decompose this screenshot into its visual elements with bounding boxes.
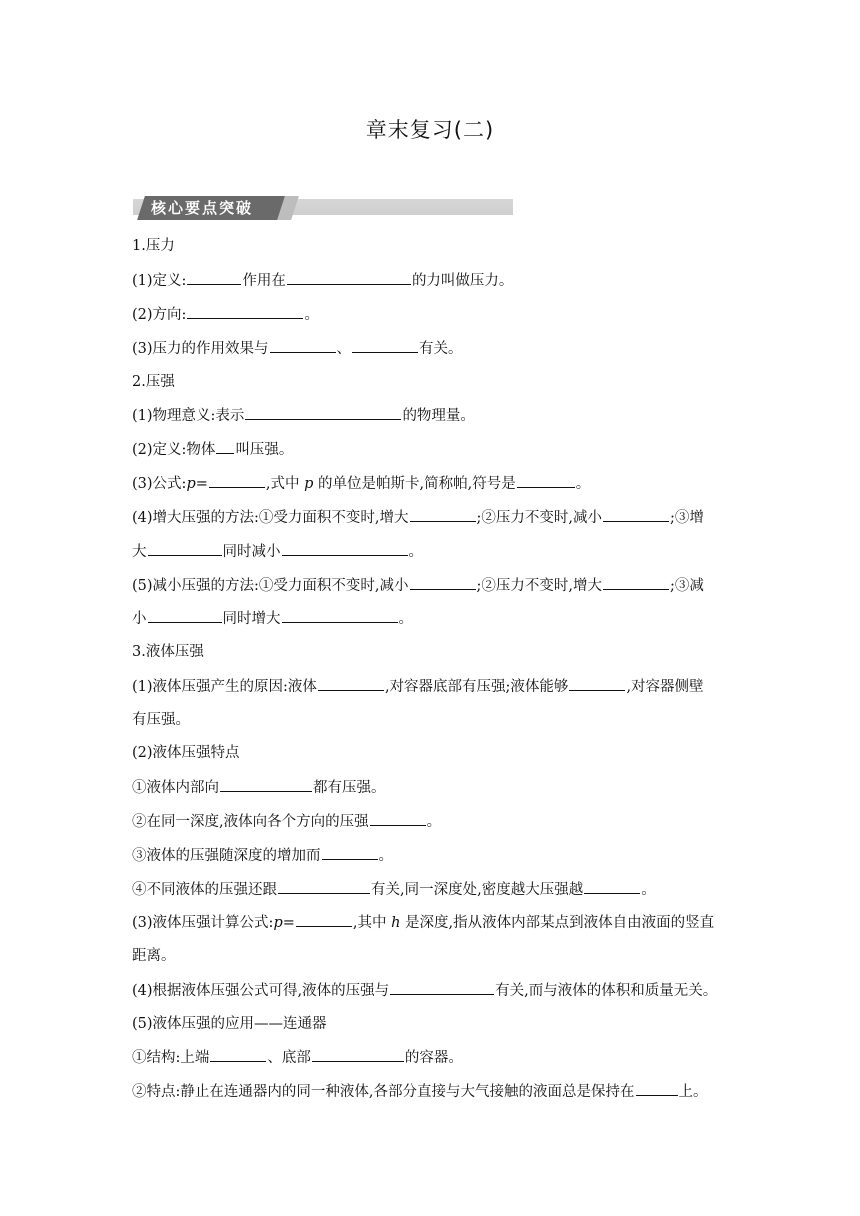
- answer-blank[interactable]: [287, 270, 411, 285]
- line-text: 有关,而与液体的体积和质量无关。: [495, 983, 718, 999]
- line-text: 作用在: [242, 273, 286, 289]
- line-text: ;③增: [670, 510, 704, 526]
- line-text: 都有压强。: [313, 780, 386, 796]
- line-text: 大: [132, 544, 147, 560]
- decrease-pressure-methods-cont: [132, 608, 732, 629]
- line-text: 有压强。: [132, 712, 190, 728]
- answer-blank[interactable]: [245, 405, 401, 420]
- liquid-pressure-dependence: [132, 980, 732, 1001]
- answer-blank[interactable]: [569, 676, 625, 691]
- heading-pressure-intensity: [132, 372, 732, 392]
- pressure-formula: [132, 473, 732, 494]
- pressure-intensity-definition: [132, 439, 732, 460]
- answer-blank[interactable]: [352, 338, 418, 353]
- connected-vessel-heading: [132, 1014, 732, 1034]
- line-text: 。: [398, 611, 413, 627]
- line-text: ,对容器底部有压强;液体能够: [384, 679, 569, 695]
- line-text: (4)根据液体压强公式可得,液体的压强与: [132, 983, 390, 999]
- section-banner-label: 核心要点突破: [151, 199, 254, 217]
- line-text: ,对容器侧壁: [626, 679, 704, 695]
- line-text: ;②压力不变时,减小: [476, 510, 603, 526]
- feature-1: [132, 777, 732, 798]
- answer-blank[interactable]: [216, 439, 234, 454]
- line-text: (3)液体压强计算公式:: [132, 915, 274, 931]
- variable-p: p: [273, 915, 283, 931]
- line-text: ;②压力不变时,增大: [476, 578, 603, 594]
- line-text: =: [195, 476, 208, 492]
- line-text: (1)物理意义:表示: [132, 408, 245, 424]
- variable-p: p: [186, 476, 196, 492]
- answer-blank[interactable]: [282, 541, 408, 556]
- line-text: ;③减: [670, 578, 704, 594]
- line-text: 是深度,指从液体内部某点到液体自由液面的竖直: [400, 915, 715, 931]
- line-text: ②在同一深度,液体向各个方向的压强: [132, 814, 369, 830]
- heading-pressure: [132, 236, 732, 256]
- physical-meaning: [132, 405, 732, 426]
- liquid-pressure-cause: [132, 676, 732, 697]
- answer-blank[interactable]: [270, 338, 336, 353]
- line-text: 。: [378, 848, 393, 864]
- answer-blank[interactable]: [603, 575, 669, 590]
- line-text: 。: [408, 544, 423, 560]
- line-text: 同时增大: [222, 611, 281, 627]
- decrease-pressure-methods: [132, 575, 732, 596]
- line-text: (3)公式:: [132, 476, 187, 492]
- connected-vessel-feature: [132, 1081, 732, 1102]
- line-text: ①液体内部向: [132, 780, 219, 796]
- line-text: ②特点:静止在连通器内的同一种液体,各部分直接与大气接触的液面总是保持在: [132, 1084, 635, 1100]
- line-text: ,式中: [265, 476, 305, 492]
- answer-blank[interactable]: [220, 777, 312, 792]
- answer-blank[interactable]: [282, 608, 398, 623]
- answer-blank[interactable]: [370, 811, 426, 826]
- answer-blank[interactable]: [148, 541, 222, 556]
- answer-blank[interactable]: [322, 845, 378, 860]
- feature-4: [132, 879, 732, 900]
- line-text: 。: [304, 307, 319, 323]
- line-text: 有关。: [419, 341, 463, 357]
- feature-2: [132, 811, 732, 832]
- line-text: 同时减小: [222, 544, 281, 560]
- pressure-direction: [132, 304, 732, 325]
- line-text: (1)定义:: [132, 273, 187, 289]
- pressure-definition: [132, 270, 732, 291]
- liquid-pressure-formula: [132, 912, 732, 933]
- line-text: ④不同液体的压强还跟: [132, 882, 277, 898]
- line-text: =: [282, 915, 295, 931]
- answer-blank[interactable]: [584, 879, 640, 894]
- answer-blank[interactable]: [318, 676, 384, 691]
- answer-blank[interactable]: [603, 507, 669, 522]
- line-text: 的力叫做压力。: [411, 273, 514, 289]
- liquid-pressure-formula-cont: [132, 946, 732, 966]
- line-text: (5)液体压强的应用——连通器: [132, 1016, 327, 1032]
- answer-blank[interactable]: [187, 304, 303, 319]
- feature-3: [132, 845, 732, 866]
- line-text: (2)方向:: [132, 307, 187, 323]
- line-text: ,其中: [352, 915, 392, 931]
- section-banner: [133, 196, 513, 220]
- variable-p: p: [304, 476, 314, 492]
- line-text: 、底部: [267, 1050, 311, 1066]
- answer-blank[interactable]: [210, 1047, 266, 1062]
- line-text: 的物理量。: [402, 408, 475, 424]
- heading-liquid-pressure: [132, 642, 732, 662]
- line-text: 3.液体压强: [132, 644, 204, 660]
- increase-pressure-methods-cont: [132, 541, 732, 562]
- line-text: 。: [575, 476, 591, 492]
- answer-blank[interactable]: [636, 1081, 678, 1096]
- variable-h: h: [391, 915, 401, 931]
- line-text: (2)液体压强特点: [132, 745, 240, 761]
- liquid-pressure-features: [132, 743, 732, 763]
- increase-pressure-methods: [132, 507, 732, 528]
- line-text: ①结构:上端: [132, 1050, 210, 1066]
- line-text: 、: [336, 341, 352, 357]
- answer-blank[interactable]: [312, 1047, 404, 1062]
- line-text: 叫压强。: [235, 442, 294, 458]
- line-text: 小: [132, 611, 147, 627]
- line-text: 距离。: [132, 948, 176, 964]
- page-title: 章末复习(二): [365, 118, 495, 142]
- answer-blank[interactable]: [410, 507, 476, 522]
- connected-vessel-structure: [132, 1047, 732, 1068]
- answer-blank[interactable]: [517, 473, 575, 488]
- answer-blank[interactable]: [148, 608, 222, 623]
- answer-blank[interactable]: [209, 473, 265, 488]
- line-text: (2)定义:物体: [132, 442, 216, 458]
- line-text: 的容器。: [404, 1050, 463, 1066]
- line-text: 上。: [678, 1084, 708, 1100]
- line-text: 1.压力: [132, 238, 175, 254]
- line-text: 。: [641, 882, 656, 898]
- line-text: 。: [426, 814, 442, 830]
- answer-blank[interactable]: [390, 980, 494, 995]
- liquid-pressure-cause-cont: [132, 710, 732, 730]
- answer-blank[interactable]: [187, 270, 241, 285]
- line-text: (5)减小压强的方法:①受力面积不变时,减小: [132, 578, 409, 594]
- answer-blank[interactable]: [278, 879, 370, 894]
- line-text: (1)液体压强产生的原因:液体: [132, 679, 317, 695]
- line-text: 的单位是帕斯卡,简称帕,符号是: [313, 476, 516, 492]
- line-text: (4)增大压强的方法:①受力面积不变时,增大: [132, 510, 409, 526]
- line-text: ③液体的压强随深度的增加而: [132, 848, 321, 864]
- answer-blank[interactable]: [410, 575, 476, 590]
- line-text: (3)压力的作用效果与: [132, 341, 269, 357]
- pressure-effect: [132, 338, 732, 359]
- line-text: 有关,同一深度处,密度越大压强越: [371, 882, 584, 898]
- line-text: 2.压强: [132, 374, 175, 390]
- answer-blank[interactable]: [296, 912, 352, 927]
